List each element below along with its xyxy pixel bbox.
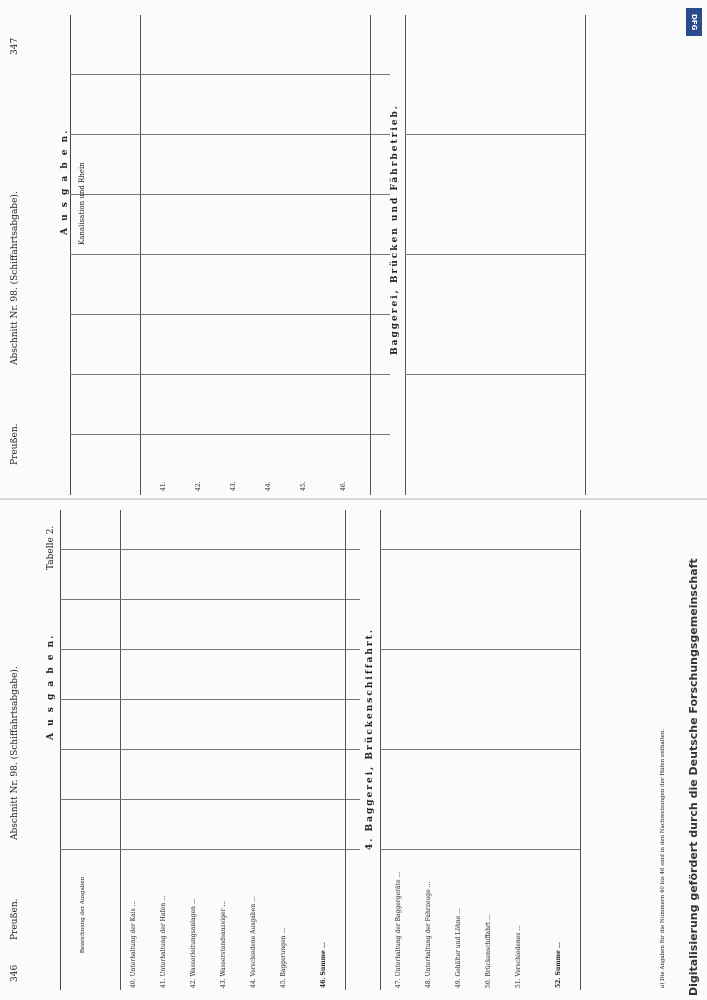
table-top-rule	[60, 510, 61, 990]
table-bottom-rule	[580, 510, 581, 990]
column-divider	[60, 649, 360, 650]
table-row-sum: 52. Summe ...	[555, 941, 562, 988]
column-divider	[405, 254, 585, 255]
table-row: 44. Verschiedene Ausgaben ...	[250, 896, 257, 988]
column-divider	[70, 194, 390, 195]
left-page	[0, 500, 690, 1000]
column-divider	[60, 549, 360, 550]
section-title: A u s g a b e n.	[46, 633, 56, 740]
column-divider	[70, 434, 390, 435]
column-divider	[70, 374, 390, 375]
column-divider	[60, 849, 360, 850]
row-rule	[370, 15, 371, 495]
watermark-text: Digitalisierung gefördert durch die Deutsche Forschungsgemeinschaft	[687, 558, 700, 996]
page-number: 347	[10, 37, 20, 55]
table-row: 47. Unterhaltung der Baggergeräte ...	[395, 871, 402, 988]
header-center: Abschnitt Nr. 98. (Schiffahrtsabgabe).	[10, 666, 20, 840]
header-center: Abschnitt Nr. 98. (Schiffahrtsabgabe).	[10, 191, 20, 365]
page-fold	[0, 498, 707, 500]
column-divider	[60, 599, 360, 600]
column-divider	[380, 649, 580, 650]
table-row: 43. Wasserstandsanzeiger ...	[220, 900, 227, 988]
dfg-logo-icon: DFG	[686, 8, 702, 36]
column-divider	[60, 699, 360, 700]
table-row: 45.	[300, 481, 307, 491]
sub-header: Kanalisation und Rhein	[78, 162, 86, 245]
column-divider	[380, 749, 580, 750]
table-row: 49. Gehälter und Löhne ...	[455, 908, 462, 988]
table-row: 41. Unterhaltung der Hafen ...	[160, 895, 167, 988]
table-row: 44.	[265, 481, 272, 491]
table-row: 41.	[160, 481, 167, 491]
table-row: 48. Unterhaltung der Fahrzeuge ...	[425, 881, 432, 988]
header-left: Preußen.	[10, 423, 20, 465]
header-left: Preußen.	[10, 898, 20, 940]
table-row: 42. Wasserleitungsanlagen ...	[190, 898, 197, 988]
column-divider	[70, 254, 390, 255]
column-divider	[70, 314, 390, 315]
subsection-title: 4. Baggerei, Brückenschiffahrt.	[365, 628, 375, 850]
dfg-watermark	[684, 6, 704, 996]
section-title: A u s g a b e n.	[60, 128, 70, 235]
table-bottom-rule	[585, 15, 586, 495]
header-rule	[140, 15, 141, 495]
subsection-title: Baggerei, Brücken und Fährbetrieb.	[390, 104, 400, 355]
column-divider	[380, 849, 580, 850]
table-row: 51. Verschiedenes ...	[515, 925, 522, 988]
table-top-rule	[70, 15, 71, 495]
column-divider	[60, 749, 360, 750]
page-number: 346	[10, 964, 20, 982]
table-row-sum: 46. Summe ...	[320, 941, 327, 988]
subsection-rule	[405, 15, 406, 495]
row-rule	[345, 510, 346, 990]
table-label: Tabelle 2.	[46, 525, 56, 570]
table-row: 50. Brückenschiffahrt ...	[485, 914, 492, 988]
header-rule	[120, 510, 121, 990]
column-divider	[405, 374, 585, 375]
column-divider	[380, 549, 580, 550]
table-row: 42.	[195, 481, 202, 491]
table-row: 45. Baggerungen ...	[280, 927, 287, 988]
subsection-rule	[380, 510, 381, 990]
table-row: 46.	[340, 481, 347, 491]
column-divider	[70, 134, 390, 135]
column-header: Bezeichnung der Ausgaben	[80, 876, 86, 954]
table-row: 43.	[230, 481, 237, 491]
table-row: 40. Unterhaltung der Kais ...	[130, 900, 137, 988]
right-page	[0, 0, 690, 495]
column-divider	[60, 799, 360, 800]
column-divider	[70, 74, 390, 75]
column-divider	[405, 134, 585, 135]
footnote: a) Die Angaben für die Nummern 40 bis 46 sind in den Nachweisungen der Häfen enthalten.	[660, 728, 666, 988]
